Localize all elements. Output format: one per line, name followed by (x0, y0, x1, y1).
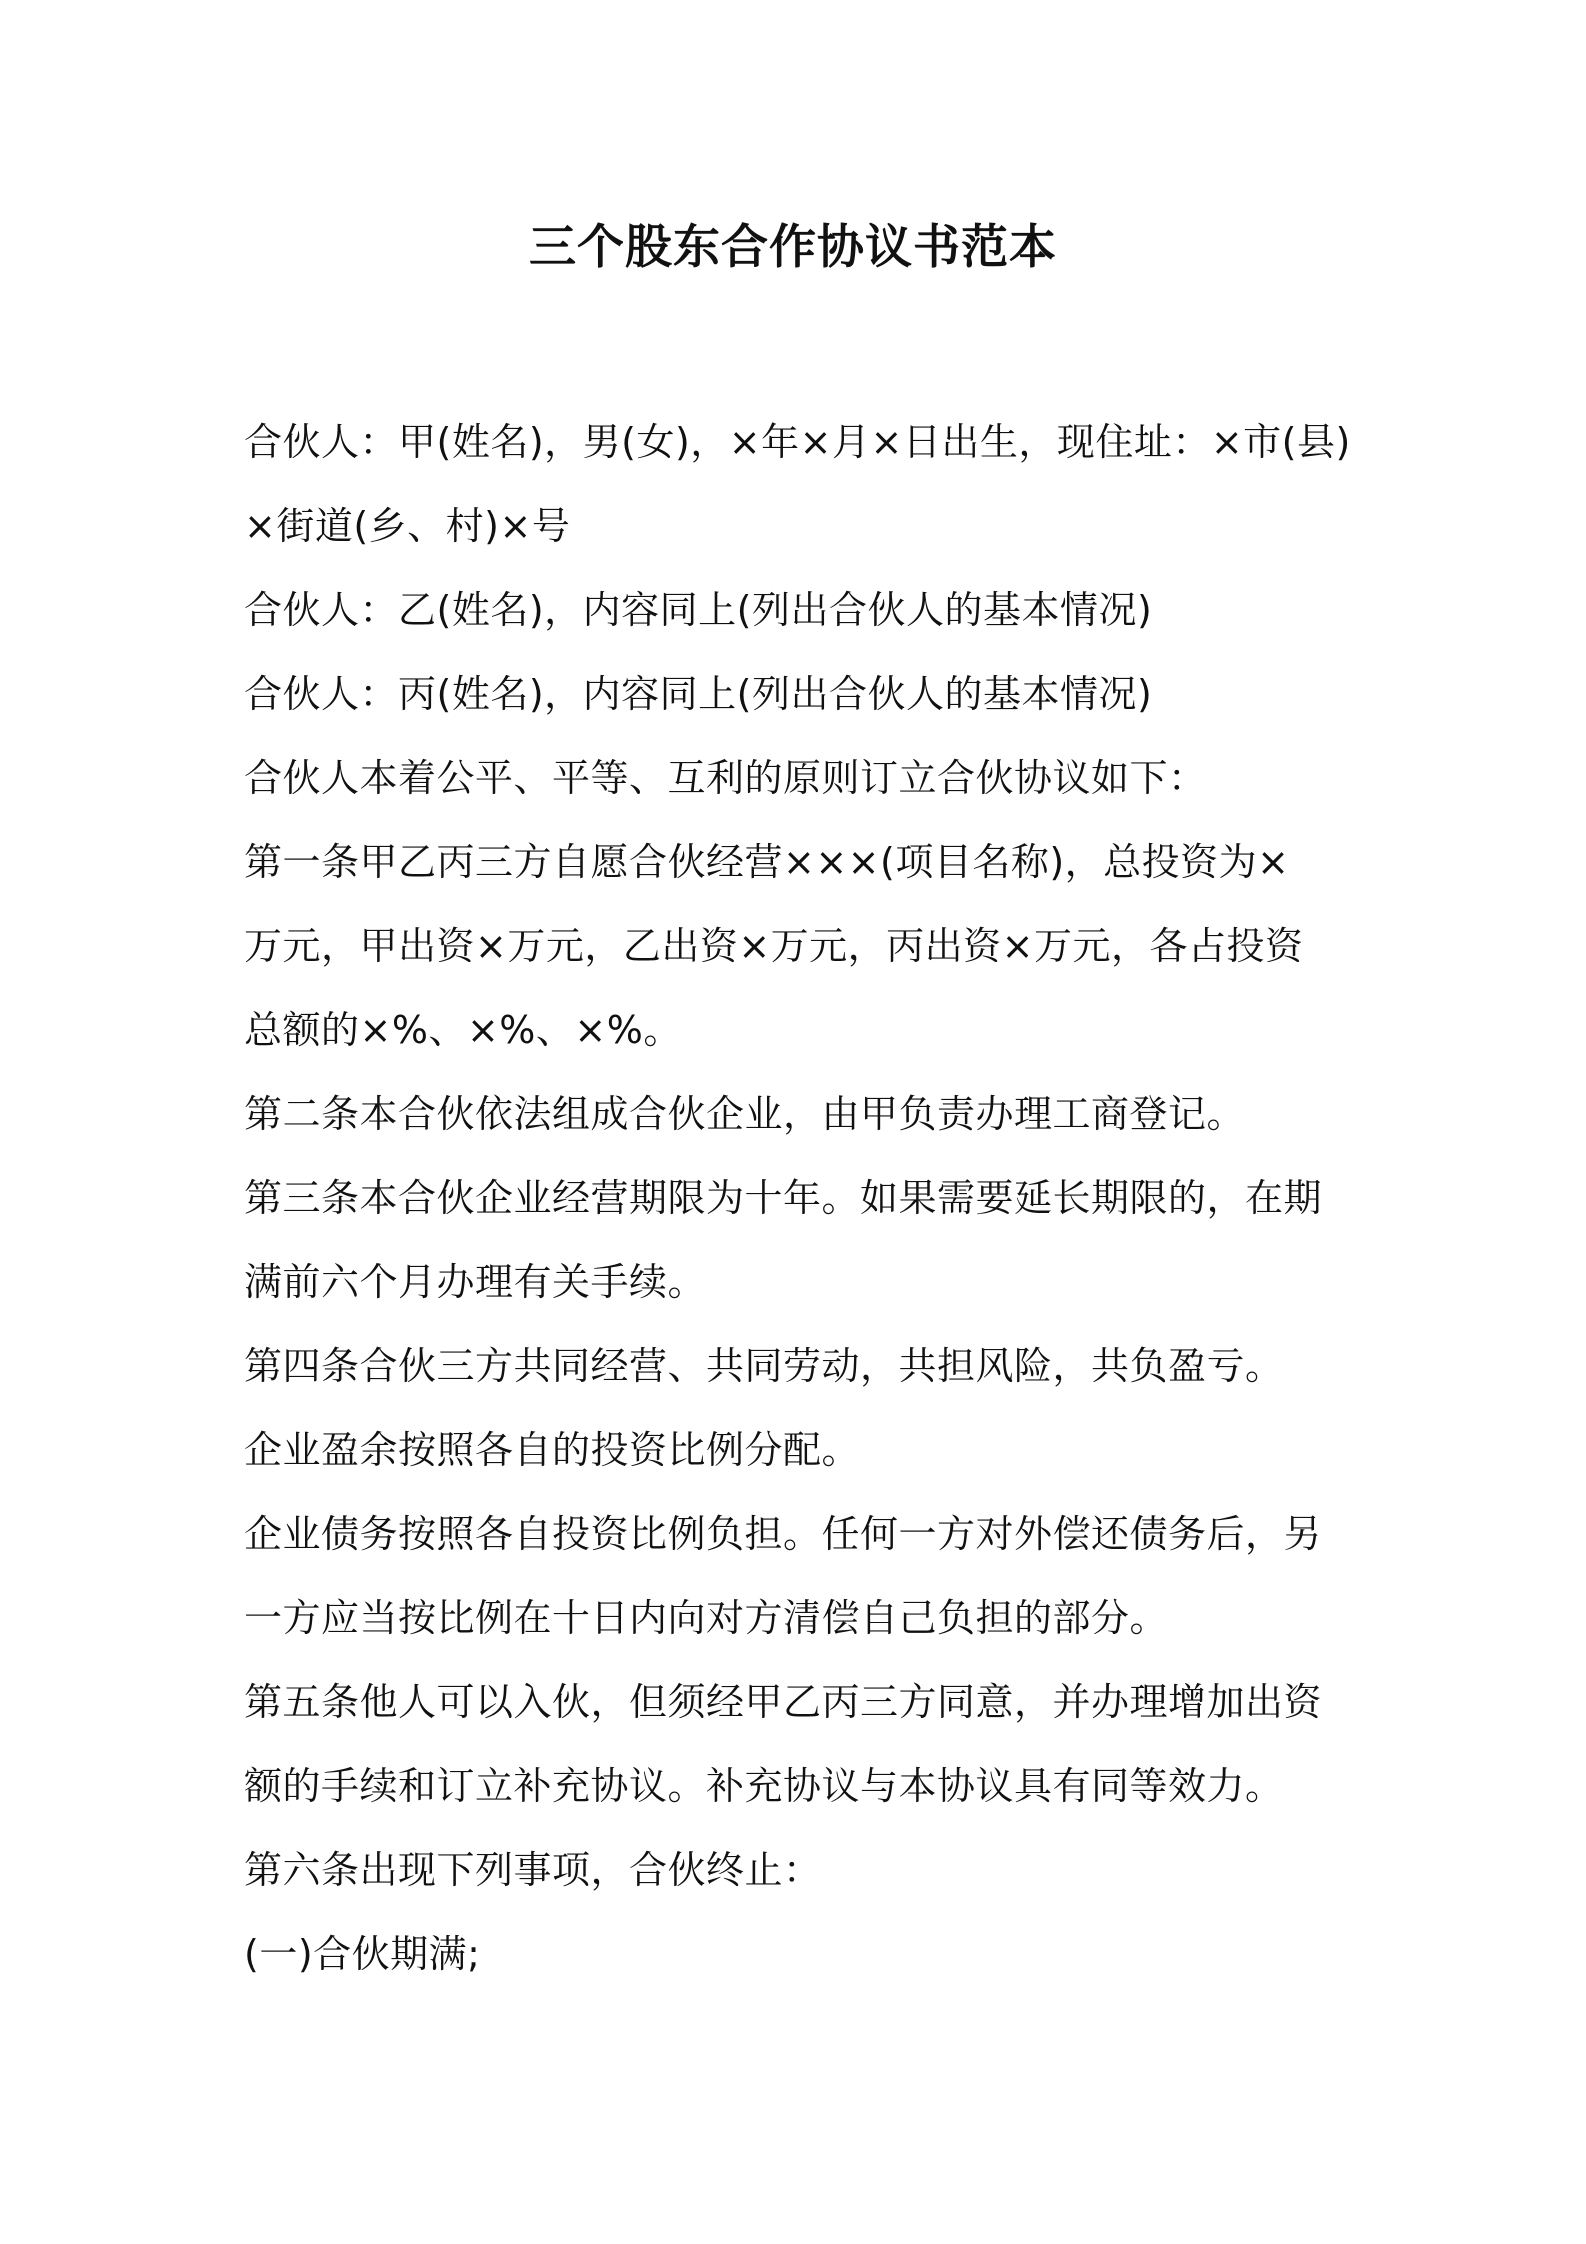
text-line: 第六条出现下列事项，合伙终止： (244, 1848, 822, 1892)
text-line: 合伙人本着公平、平等、互利的原则订立合伙协议如下： (244, 756, 1207, 800)
text-line: 第一条甲乙丙三方自愿合伙经营×××(项目名称)，总投资为× (244, 840, 1290, 884)
document-body (244, 400, 1354, 1996)
text-line: 万元，甲出资×万元，乙出资×万元，丙出资×万元，各占投资 (244, 924, 1304, 968)
text-line: 满前六个月办理有关手续。 (244, 1260, 707, 1304)
text-line: ×街道(乡、村)×号 (244, 504, 571, 548)
text-line: 合伙人：乙(姓名)，内容同上(列出合伙人的基本情况) (244, 588, 1153, 632)
text-line: 第四条合伙三方共同经营、共同劳动，共担风险，共负盈亏。 (244, 1344, 1284, 1388)
text-line: 一方应当按比例在十日内向对方清偿自己负担的部分。 (244, 1596, 1169, 1640)
text-line: 企业债务按照各自投资比例负担。任何一方对外偿还债务后，另 (244, 1512, 1323, 1556)
text-line: 企业盈余按照各自的投资比例分配。 (244, 1428, 861, 1472)
text-line: (一)合伙期满; (244, 1932, 481, 1976)
text-line: 总额的×%、×%、×%。 (244, 1008, 682, 1052)
text-line: 第三条本合伙企业经营期限为十年。如果需要延长期限的，在期 (244, 1176, 1323, 1220)
text-line: 第五条他人可以入伙，但须经甲乙丙三方同意，并办理增加出资 (244, 1680, 1323, 1724)
text-line: 合伙人：甲(姓名)，男(女)，×年×月×日出生，现住址：×市(县) (244, 420, 1351, 464)
document-title: 三个股东合作协议书范本 (529, 220, 1057, 275)
text-line: 第二条本合伙依法组成合伙企业，由甲负责办理工商登记。 (244, 1092, 1246, 1136)
text-line: 合伙人：丙(姓名)，内容同上(列出合伙人的基本情况) (244, 672, 1153, 716)
text-line: 额的手续和订立补充协议。补充协议与本协议具有同等效力。 (244, 1764, 1284, 1808)
